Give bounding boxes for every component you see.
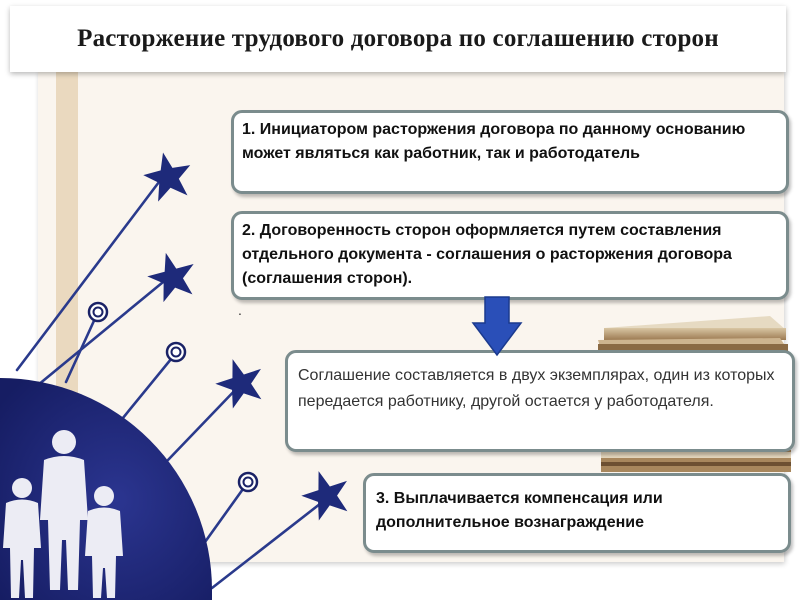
info-box-1 — [231, 110, 789, 194]
info-box-4 — [363, 473, 791, 553]
down-arrow-icon — [471, 295, 523, 357]
stray-dot: . — [238, 302, 242, 318]
page-title: Расторжение трудового договора по соглашению сторон — [77, 25, 719, 52]
target-icon — [167, 343, 185, 361]
title-bar — [10, 6, 786, 72]
info-box-3 — [285, 350, 795, 452]
star-icon — [210, 352, 270, 412]
target-icon — [89, 303, 107, 321]
info-text-3: Соглашение составляется в двух экземплярах, один из которых передается работнику, другой остается у работодателя. — [298, 367, 775, 410]
info-text-4: 3. Выплачивается компенсация или дополнительное вознаграждение — [376, 490, 663, 531]
info-text-1: 1. Инициатором расторжения договора по данному основанию может являться как работник, так и работодатель — [242, 121, 746, 162]
info-text-2: 2. Договоренность сторон оформляется путем составления отдельного документа - соглашения о расторжения договора (соглашения сторон). — [242, 222, 732, 287]
star-icon — [143, 247, 202, 305]
info-box-2 — [231, 211, 789, 300]
target-icon — [239, 473, 257, 491]
